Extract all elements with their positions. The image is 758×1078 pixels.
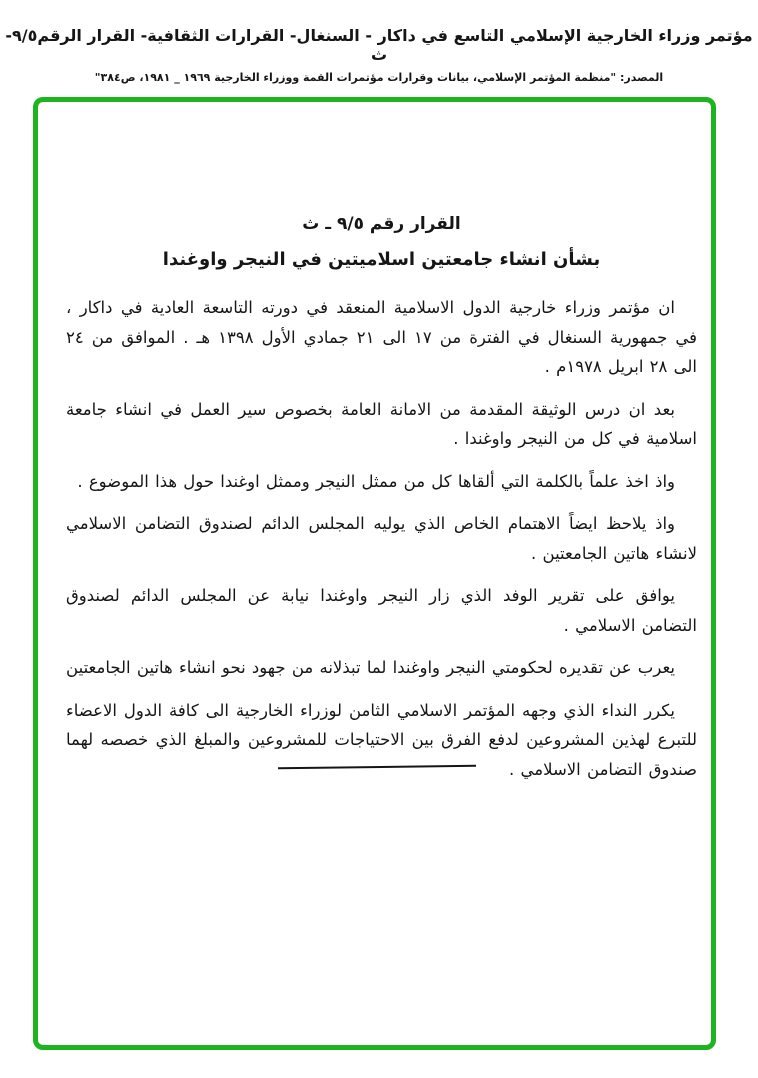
paragraph: واذ يلاحظ ايضاً الاهتمام الخاص الذي يوليه المجلس الدائم لصندوق التضامن الاسلامي لانشاء هاتين الجامعتين . (66, 514, 697, 563)
document-content (38, 102, 711, 784)
resolution-body (66, 293, 697, 784)
document-frame (33, 97, 716, 1050)
paragraph: يعرب عن تقديره لحكومتي النيجر واوغندا لما تبذلانه من جهود نحو انشاء هاتين الجامعتين (66, 658, 675, 677)
paragraph: بعد ان درس الوثيقة المقدمة من الامانة العامة بخصوص سير العمل في انشاء جامعة اسلامية في كل من النيجر واوغندا . (66, 399, 697, 448)
resolution-number: القرار رقم ٩/٥ ـ ث (302, 214, 461, 234)
paragraph-preamble: ان مؤتمر وزراء خارجية الدول الاسلامية المنعقد في دورته التاسعة العادية في داكار ، في جمهورية السنغال في الفترة من ١٧ الى ٢١ جمادي الأول ١٣٩٨ هـ . الموافق من ٢٤ الى ٢٨ ابريل ١٩٧٨م . (66, 298, 698, 376)
source-line: المصدر: "منظمة المؤتمر الإسلامي، بيانات وقرارات مؤتمرات القمة ووزراء الخارجية ١٩٦٩ _ ١٩٨١، ص٣٨٤" (94, 71, 664, 84)
page-header (0, 26, 758, 84)
paragraph: يكرر النداء الذي وجهه المؤتمر الاسلامي الثامن لوزراء الخارجية الى كافة الدول الاعضاء للتبرع لهذين المشروعين لدفع الفرق بين الاحتياجات للمشروعين والمبلغ الذي خصصه لهما صندوق التضامن الاسلامي . (66, 700, 697, 779)
resolution-subject: بشأن انشاء جامعتين اسلاميتين في النيجر واوغندا (162, 249, 601, 270)
paragraph: واذ اخذ علماً بالكلمة التي ألقاها كل من ممثل النيجر وممثل اوغندا حول هذا الموضوع . (77, 471, 675, 491)
paragraph: يوافق على تقرير الوفد الذي زار النيجر واوغندا نيابة عن المجلس الدائم لصندوق التضامن الاسلامي . (66, 586, 697, 635)
conference-title: مؤتمر وزراء الخارجية الإسلامي التاسع في داكار - السنغال- القرارات الثقافية- القرار الرقم٩/٥- ث (5, 26, 753, 64)
